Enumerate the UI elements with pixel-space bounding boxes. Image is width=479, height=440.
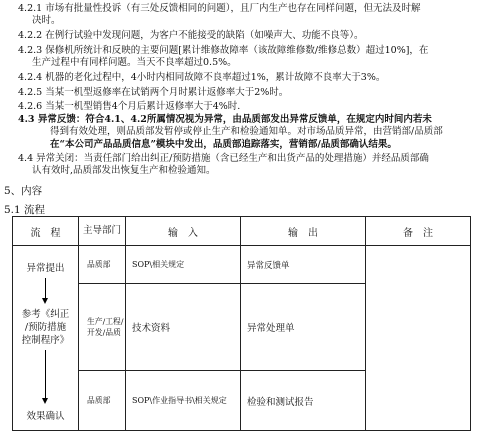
header-output: 输 出 <box>241 217 366 246</box>
row1-input: SOP\相关规定 <box>126 246 241 284</box>
clause-4-4-b: 认有效时,品质部发出恢复生产和检验通知。 <box>32 165 216 176</box>
clause-4-2-6: 4.2.6 当某一机型销售4个月后累计返修率大于4%时. <box>18 101 241 112</box>
clause-4-2-3-a: 4.2.3 保修机所统计和反映的主要问题[累计维修故障率（该故障维修数/维修总数）超过10%]，在 <box>18 45 429 56</box>
header-remarks: 备 注 <box>366 217 471 246</box>
flow-diagram-cell <box>13 246 79 431</box>
row2-output: 异常处理单 <box>241 284 366 371</box>
clause-4-3-c: 在“本公司产品品质信息”模块中发出，品质部追踪落实，营销部/品质部确认结果。 <box>50 139 397 150</box>
row3-output: 检验和测试报告 <box>241 371 366 431</box>
flow-step-raise: 异常提出 <box>26 263 65 274</box>
flow-step-verify: 效果确认 <box>26 411 65 422</box>
subsection-title: 5.1 流程 <box>4 204 46 216</box>
flow-step-reference-1: 参考《纠正 <box>21 309 70 320</box>
header-process: 流 程 <box>13 217 79 246</box>
clause-4-2-4: 4.2.4 机器的老化过程中，4小时内相同故障不良率超过1%，累计故障不良率大于3%。 <box>18 72 386 83</box>
flow-step-reference-2: /预防措施 <box>24 322 67 333</box>
table-row <box>13 246 471 284</box>
clause-4-2-1-b: 决时。 <box>32 15 61 26</box>
flow-arrowhead <box>42 298 48 304</box>
header-input: 输 入 <box>126 217 241 246</box>
clause-4-2-2: 4.2.2 在例行试验中发现问题，为客户不能接受的缺陷（如噪声大、功能不良等）。 <box>18 30 364 41</box>
row2-department: 生产/工程/开发/品质 <box>79 284 126 371</box>
clause-4-3-a: 4.3 异常反馈：符合4.1、4.2所属情况视为异常，由品质部发出异常反馈单，在规定内时间内若未 <box>18 114 432 125</box>
section-title: 5、内容 <box>4 185 43 197</box>
row2-input: 技术资料 <box>126 284 241 371</box>
flow-arrow <box>45 350 46 400</box>
flow-step-reference-3: 控制程序》 <box>21 335 70 346</box>
header-department: 主导部门 <box>79 217 126 246</box>
process-table <box>12 216 471 431</box>
clause-4-4-a: 4.4 异常关闭：当责任部门给出纠正/预防措施（含已经生产和出货产品的处理措施）并经品质部确 <box>18 153 429 164</box>
row1-output: 异常反馈单 <box>241 246 366 284</box>
flow-arrow <box>45 278 46 300</box>
clause-4-2-3-b: 生产过程中有同样问题。当天不良率超过0.5%。 <box>32 57 237 68</box>
remarks-cell <box>366 246 471 431</box>
clause-4-2-5: 4.2.5 当某一机型返修率在试销两个月时累计返修率大于2%时。 <box>18 87 289 98</box>
clause-4-2-1-a: 4.2.1 市场有批量性投诉（有三处反馈相同的问题），且厂内生产也存在同样问题，但无法及时解 <box>18 3 421 14</box>
table-header-row <box>13 217 471 246</box>
row3-department: 品质部 <box>79 371 126 431</box>
row3-input: SOP\作业指导书\相关规定 <box>126 371 241 431</box>
clause-4-3-b: 得到有效处理，则品质部发暂停或停止生产和检验通知单。对市场品质异常，由营销部/品质部 <box>50 126 443 137</box>
row1-department: 品质部 <box>79 246 126 284</box>
flow-arrowhead <box>42 398 48 404</box>
